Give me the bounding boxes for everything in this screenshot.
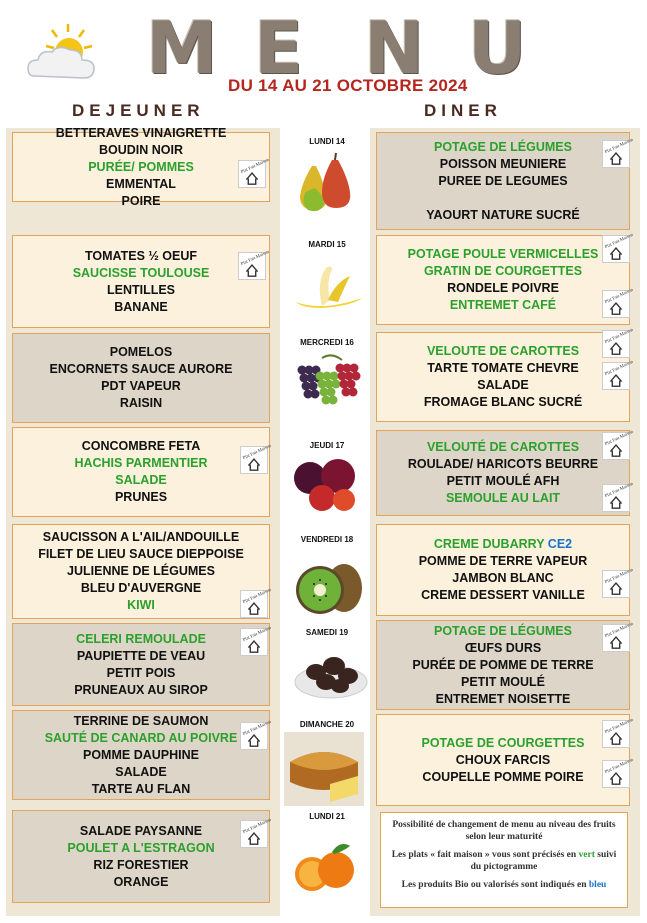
lunch-menu-box	[12, 623, 273, 706]
dish-name: KIWI	[127, 598, 155, 612]
dish-name: JULIENNE DE LÉGUMES	[67, 564, 215, 578]
dish-line	[114, 874, 169, 891]
dish-line	[456, 752, 550, 769]
svg-text:Plat Fait Maison: Plat Fait Maison	[604, 359, 635, 378]
svg-text:Plat Fait Maison: Plat Fait Maison	[604, 327, 635, 346]
plat-fait-maison-icon	[602, 757, 635, 788]
lunch-menu-box	[12, 710, 273, 800]
lunch-menu-box	[12, 810, 273, 903]
note-line-maturity: Possibilité de changement de menu au niveau des fruits selon leur maturité	[392, 820, 616, 842]
dish-name: PAUPIETTE DE VEAU	[76, 648, 206, 663]
note-line-organic	[389, 879, 619, 891]
dish-name	[501, 191, 504, 205]
dish-line	[114, 299, 167, 316]
dish-name: FILET DE LIEU SAUCE DIEPPOISE	[38, 547, 244, 561]
dish-line	[67, 840, 214, 857]
dish-name: PETIT MOULÉ AFH	[446, 474, 560, 488]
dish-line	[115, 764, 166, 781]
plat-fait-maison-icon	[602, 287, 635, 318]
dish-line	[434, 139, 572, 156]
dish-line	[127, 597, 155, 614]
dish-name: CREME DUBARRY	[433, 537, 545, 551]
svg-text:Plat Fait Maison: Plat Fait Maison	[240, 249, 271, 268]
dinner-column-title: DINER	[424, 101, 502, 120]
dish-name: SEMOULE AU LAIT	[445, 491, 561, 505]
oranges-icon	[292, 838, 356, 899]
dish-line	[76, 631, 206, 648]
dish-name: POTAGE POULE VERMICELLES	[407, 247, 599, 261]
dish-name: ENTREMET NOISETTE	[435, 691, 571, 706]
plat-fait-maison-icon	[602, 567, 635, 598]
plums-icon	[292, 452, 356, 517]
svg-text:Plat Fait Maison: Plat Fait Maison	[604, 621, 635, 640]
dish-line	[80, 823, 202, 840]
svg-text:Plat Fait Maison: Plat Fait Maison	[604, 232, 635, 251]
dish-line	[434, 623, 572, 640]
info-note	[380, 812, 628, 908]
day-label: MERCREDI 16	[300, 338, 354, 347]
dish-name: PRUNEAUX AU SIROP	[74, 682, 208, 697]
dish-name: PETIT POIS	[106, 665, 176, 680]
plat-fait-maison-icon	[602, 429, 635, 460]
dinner-menu-box	[376, 524, 630, 616]
dish-line	[107, 282, 175, 299]
dish-line	[452, 570, 553, 587]
dinner-menu-box	[376, 714, 630, 806]
plat-fait-maison-icon	[602, 327, 635, 358]
prunes-icon	[292, 642, 370, 707]
dish-name: TOMATES ½ OEUF	[84, 248, 198, 263]
dish-line	[446, 490, 560, 507]
svg-text:Plat Fait Maison: Plat Fait Maison	[604, 567, 635, 586]
dish-name: HACHIS PARMENTIER	[74, 456, 208, 470]
dish-name: PRUNES	[114, 490, 168, 504]
svg-text:Plat Fait Maison: Plat Fait Maison	[240, 157, 271, 176]
dish-line	[45, 730, 238, 747]
dish-line	[82, 438, 201, 455]
svg-text:Plat Fait Maison: Plat Fait Maison	[242, 625, 273, 644]
dinner-menu-box	[376, 430, 630, 516]
dish-name: ROULADE/ HARICOTS BEURRE	[407, 457, 599, 471]
day-label: DIMANCHE 20	[299, 720, 355, 729]
dish-line	[408, 246, 599, 263]
lunch-menu-box	[12, 333, 270, 423]
lunch-menu-box	[12, 125, 270, 208]
dish-name: POTAGE DE LÉGUMES	[434, 139, 572, 154]
svg-text:Plat Fait Maison: Plat Fait Maison	[604, 137, 635, 156]
dish-line	[408, 456, 598, 473]
plat-fait-maison-icon	[602, 137, 635, 168]
plat-fait-maison-icon	[602, 621, 635, 652]
dish-line	[115, 472, 166, 489]
svg-text:Plat Fait Maison: Plat Fait Maison	[242, 587, 273, 606]
dish-name: RIZ FORESTIER	[93, 857, 189, 872]
dish-name: GRATIN DE COURGETTES	[423, 264, 583, 278]
dish-line	[73, 265, 210, 282]
dish-name: SALADE PAYSANNE	[79, 823, 203, 838]
svg-text:Plat Fait Maison: Plat Fait Maison	[604, 287, 635, 306]
dish-line	[434, 536, 572, 553]
dish-line	[115, 489, 167, 506]
dish-line	[56, 125, 227, 142]
plat-fait-maison-icon	[240, 817, 273, 848]
lunch-menu-box	[12, 235, 270, 328]
dish-line	[447, 280, 559, 297]
note-green-word: vert	[578, 850, 595, 860]
dish-line	[107, 665, 176, 682]
dish-name: ŒUFS DURS	[464, 640, 542, 655]
dish-name: CREME DESSERT VANILLE	[421, 588, 585, 602]
dish-name: POMELOS	[109, 345, 173, 359]
dish-name: SAUTÉ DE CANARD AU POIVRE	[44, 730, 238, 745]
dish-name: CHOUX FARCIS	[455, 752, 551, 767]
svg-text:Plat Fait Maison: Plat Fait Maison	[604, 757, 635, 776]
dish-name: RONDELE POIVRE	[447, 281, 559, 295]
day-label: SAMEDI 19	[305, 628, 349, 637]
day-label: VENDREDI 18	[300, 535, 354, 544]
plat-fait-maison-icon	[238, 157, 271, 188]
dish-name: SALADE	[115, 473, 167, 487]
menu-title-letter-e: E	[254, 6, 304, 90]
dish-line	[447, 473, 560, 490]
grapes-icon	[292, 352, 366, 419]
dish-name: SALADE	[115, 764, 167, 779]
dish-line	[85, 248, 197, 265]
banana-icon	[292, 262, 368, 317]
organic-tag: CE2	[544, 537, 573, 551]
flan-icon	[284, 732, 364, 811]
dish-name: POTAGE DE COURGETTES	[421, 735, 585, 750]
svg-text:Plat Fait Maison: Plat Fait Maison	[242, 719, 273, 738]
dish-line	[424, 263, 582, 280]
dish-line	[120, 395, 162, 412]
svg-text:Plat Fait Maison: Plat Fait Maison	[604, 481, 635, 500]
dish-name: PURÉE DE POMME DE TERRE	[412, 657, 594, 672]
note-text: suivi du pictogramme	[470, 850, 617, 872]
dish-name: ENTREMET CAFÉ	[449, 298, 557, 312]
dinner-menu-box	[376, 620, 630, 710]
svg-text:Plat Fait Maison: Plat Fait Maison	[242, 443, 273, 462]
dish-name: CONCOMBRE FETA	[81, 439, 201, 453]
plat-fait-maison-icon	[238, 249, 271, 280]
dish-line	[77, 648, 205, 665]
dish-name: LENTILLES	[106, 282, 176, 297]
dish-name: SAUCISSON A L'AIL/ANDOUILLE	[42, 530, 240, 544]
plat-fait-maison-icon	[602, 481, 635, 512]
menu-title-letter-n: N	[364, 6, 425, 90]
plat-fait-maison-icon	[240, 587, 273, 618]
dish-name: SAUCISSE TOULOUSE	[72, 265, 210, 280]
dish-line	[38, 546, 244, 563]
dish-name: POULET A L'ESTRAGON	[67, 840, 215, 855]
dish-line	[501, 190, 504, 207]
plat-fait-maison-icon	[240, 625, 273, 656]
dish-line	[81, 580, 201, 597]
dish-name: POIRE	[121, 193, 161, 208]
plat-fait-maison-icon	[240, 443, 273, 474]
dish-line	[438, 173, 567, 190]
dish-name: POMME DE TERRE VAPEUR	[418, 554, 588, 568]
dish-name: VELOUTE DE CAROTTES	[426, 344, 580, 358]
dish-name: CELERI REMOULADE	[76, 631, 206, 646]
dish-line	[88, 159, 194, 176]
dish-line	[465, 640, 541, 657]
svg-text:Plat Fait Maison: Plat Fait Maison	[604, 717, 635, 736]
dish-name: PDT VAPEUR	[101, 379, 181, 393]
dish-line	[450, 297, 556, 314]
dish-line	[43, 529, 240, 546]
plat-fait-maison-icon	[602, 359, 635, 390]
dish-name: ORANGE	[113, 874, 169, 889]
dish-name: SALADE	[477, 378, 529, 392]
dish-name: BLEU D'AUVERGNE	[80, 581, 202, 595]
lunch-menu-box	[12, 524, 273, 619]
lunch-column-title: DEJEUNER	[72, 101, 205, 120]
dish-line	[83, 747, 199, 764]
dish-line	[101, 378, 181, 395]
svg-text:Plat Fait Maison: Plat Fait Maison	[242, 817, 273, 836]
dish-name: PUREE DE LEGUMES	[438, 173, 568, 188]
dish-line	[461, 674, 545, 691]
dish-line	[419, 553, 588, 570]
dish-line	[421, 587, 585, 604]
svg-text:Plat Fait Maison: Plat Fait Maison	[604, 429, 635, 448]
dish-line	[436, 691, 571, 708]
dish-name: TARTE TOMATE CHEVRE	[427, 361, 579, 375]
dish-name: PURÉE/ POMMES	[88, 159, 194, 174]
note-text: Les produits Bio ou valorisés sont indiqués en	[401, 880, 589, 890]
dish-name: JAMBON BLANC	[452, 571, 554, 585]
plat-fait-maison-icon	[602, 717, 635, 748]
sun-cloud-icon	[24, 20, 104, 88]
dish-line	[110, 344, 173, 361]
plat-fait-maison-icon	[602, 232, 635, 263]
dish-name: FROMAGE BLANC SUCRÉ	[423, 395, 583, 409]
plat-fait-maison-icon	[240, 719, 273, 750]
dish-line	[422, 735, 585, 752]
dish-name: BANANE	[114, 299, 168, 314]
dish-line	[427, 343, 579, 360]
menu-title-letter-m: M	[146, 6, 218, 90]
dish-name: TARTE AU FLAN	[91, 781, 191, 796]
dish-line	[122, 193, 161, 210]
dish-name: COUPELLE POMME POIRE	[422, 769, 584, 784]
dish-line	[92, 781, 191, 798]
dish-line	[67, 563, 215, 580]
dish-line	[50, 361, 233, 378]
dish-line	[99, 142, 183, 159]
menu-title-letter-u: U	[468, 6, 527, 90]
dinner-menu-box	[376, 132, 630, 230]
dish-name: BETTERAVES VINAIGRETTE	[55, 125, 227, 140]
dish-name: TERRINE DE SAUMON	[73, 713, 209, 728]
dish-line	[477, 377, 528, 394]
day-label: LUNDI 21	[309, 812, 345, 821]
day-label: LUNDI 14	[309, 137, 345, 146]
dish-line	[74, 713, 209, 730]
note-blue-word: bleu	[588, 880, 607, 890]
dish-name: ENCORNETS SAUCE AURORE	[49, 362, 233, 376]
dish-line	[93, 857, 188, 874]
dish-name: EMMENTAL	[106, 176, 176, 191]
dish-name: PETIT MOULÉ	[460, 674, 546, 689]
dish-line	[412, 657, 593, 674]
dinner-menu-box	[376, 332, 630, 422]
day-label: MARDI 15	[308, 240, 346, 249]
menu-dates: DU 14 AU 21 OCTOBRE 2024	[228, 76, 468, 95]
dinner-menu-box	[376, 235, 630, 325]
note-line-homemade	[389, 849, 619, 873]
lunch-menu-box	[12, 427, 273, 517]
dish-line	[74, 455, 207, 472]
dish-name: YAOURT NATURE SUCRÉ	[426, 207, 580, 222]
dish-line	[74, 682, 208, 699]
dish-line	[427, 439, 579, 456]
dish-name: BOUDIN NOIR	[98, 142, 184, 157]
dish-line	[422, 769, 583, 786]
day-label: JEUDI 17	[309, 441, 345, 450]
dish-name: POMME DAUPHINE	[83, 747, 199, 762]
dish-line	[427, 360, 578, 377]
pears-icon	[292, 152, 356, 217]
dish-line	[440, 156, 566, 173]
note-text: Les plats « fait maison » vous sont précisés en	[391, 850, 579, 860]
dish-line	[426, 207, 580, 224]
dish-name: VELOUTÉ DE CAROTTES	[426, 440, 580, 454]
dish-line	[424, 394, 582, 411]
dish-name: POISSON MEUNIERE	[439, 156, 567, 171]
dish-name: POTAGE DE LÉGUMES	[434, 623, 572, 638]
kiwi-icon	[292, 560, 364, 621]
dish-line	[106, 176, 176, 193]
dish-name: RAISIN	[119, 396, 163, 410]
